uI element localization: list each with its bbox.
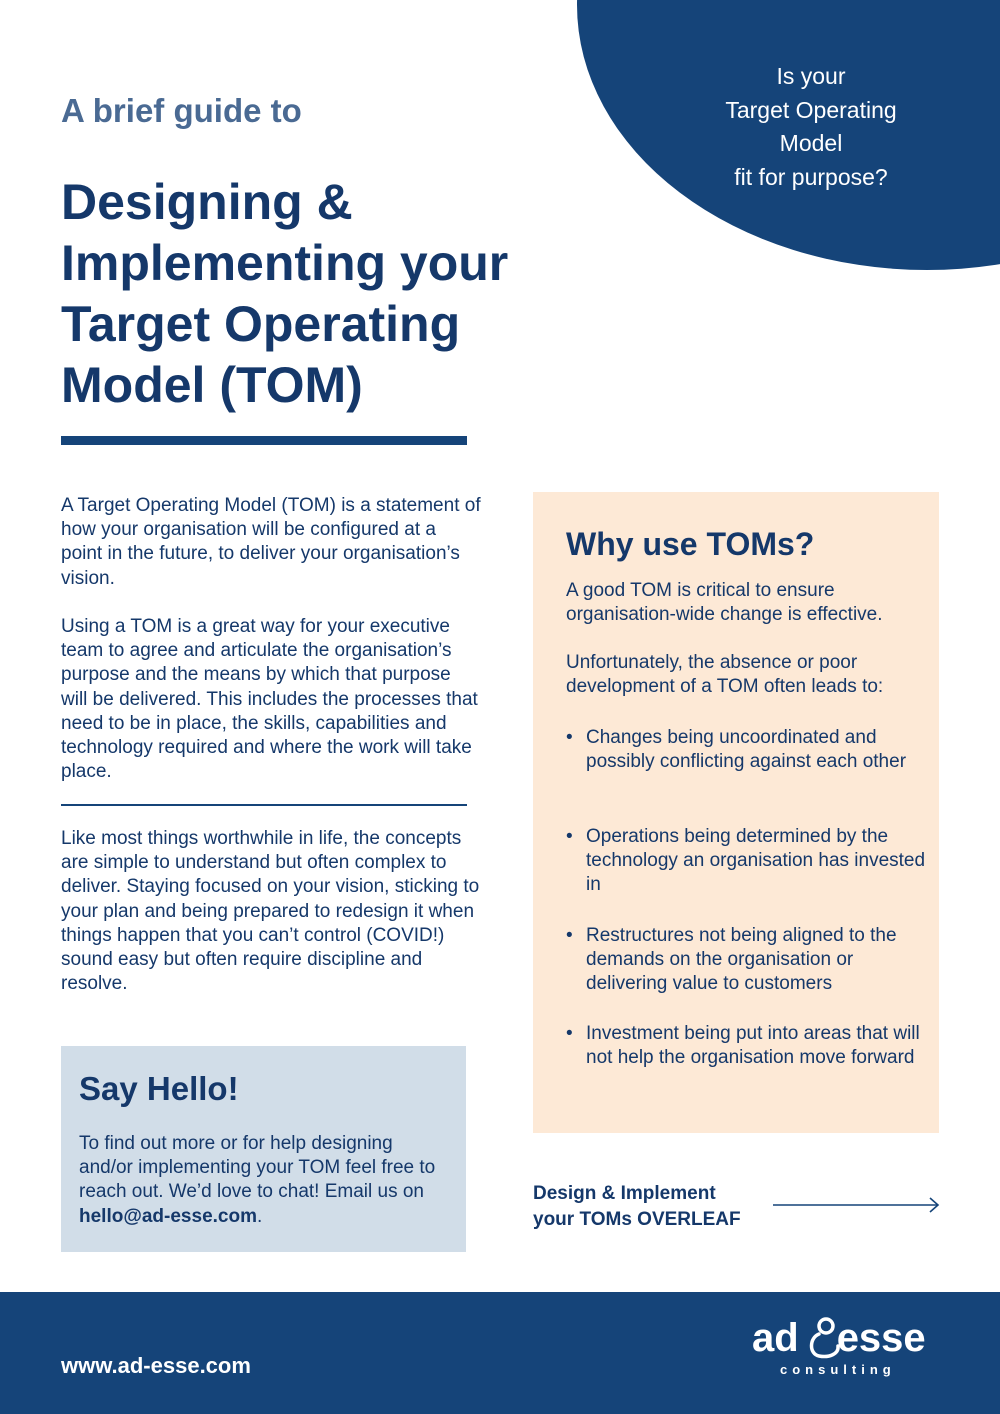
why-paragraph-1: A good TOM is critical to ensure organisation-wide change is effective.	[566, 580, 883, 626]
callout-line: Target Operating	[725, 96, 897, 123]
say-hello-body	[79, 1132, 449, 1229]
bullet-dot: •	[566, 925, 573, 946]
why-title: Why use TOMs?	[566, 526, 815, 562]
logo-subtitle: consulting	[780, 1362, 896, 1377]
overleaf-line-1: Design & Implement	[533, 1183, 716, 1204]
footer	[0, 1292, 1000, 1414]
overleaf-link[interactable]	[533, 1181, 773, 1233]
intro-paragraph-3: Like most things worthwhile in life, the concepts are simple to understand but often complex to deliver. Staying focused on your vision, sticking to your plan and being prepared to redesign it when things happen that you can’t control (COVID!) sound easy but often require discipline and resolve.	[61, 828, 480, 995]
logo-word-left: ad	[752, 1316, 799, 1360]
list-item-text: Operations being determined by the technology an organisation has invested in	[586, 826, 926, 896]
page-subtitle: A brief guide to	[61, 92, 302, 129]
say-hello-end: .	[256, 1205, 263, 1227]
logo-word-right: esse	[836, 1316, 926, 1360]
list-item-text: Investment being put into areas that will not help the organisation move forward	[586, 1023, 920, 1069]
callout-line: Is your	[776, 63, 846, 89]
bullet-dot: •	[566, 826, 573, 847]
website-link[interactable]: www.ad-esse.com	[61, 1353, 251, 1378]
overleaf-line-2: your TOMs OVERLEAF	[533, 1209, 741, 1230]
say-hello-box	[61, 1046, 466, 1252]
title-divider	[61, 436, 467, 445]
bullet-dot: •	[566, 727, 573, 748]
page-title: Designing & Implementing your Target Operating Model (TOM)	[61, 174, 509, 413]
why-paragraph-2: Unfortunately, the absence or poor development of a TOM often leads to:	[566, 652, 884, 698]
intro-paragraph-1: A Target Operating Model (TOM) is a statement of how your organisation will be configured at a point in the future, to deliver your organisation’s vision.	[61, 495, 481, 589]
company-logo	[752, 1316, 942, 1386]
say-hello-title: Say Hello!	[79, 1070, 239, 1107]
bullet-dot: •	[566, 1023, 573, 1044]
callout-question	[700, 60, 922, 194]
intro-paragraph-2: Using a TOM is a great way for your executive team to agree and articulate the organisation’s purpose and the means by which that purpose will be delivered. This includes the processes that need to be in place, the skills, capabilities and technology required and where the work will take place.	[61, 616, 478, 783]
list-item-text: Restructures not being aligned to the demands on the organisation or delivering value to customers	[586, 925, 897, 995]
list-item-text: Changes being uncoordinated and possibly conflicting against each other	[586, 727, 907, 773]
logo-mark-icon	[805, 1316, 845, 1360]
why-use-toms-box	[533, 492, 939, 1133]
email-link[interactable]: hello@ad-esse.com	[79, 1205, 257, 1227]
section-divider	[61, 804, 467, 806]
say-hello-text: To find out more or for help designing and/or implementing your TOM feel free to reach out. We’d love to chat! Email us on	[79, 1133, 436, 1203]
callout-line: Model	[779, 130, 843, 156]
callout-line: fit for purpose?	[734, 163, 888, 190]
arrow-right-icon	[773, 1195, 941, 1215]
